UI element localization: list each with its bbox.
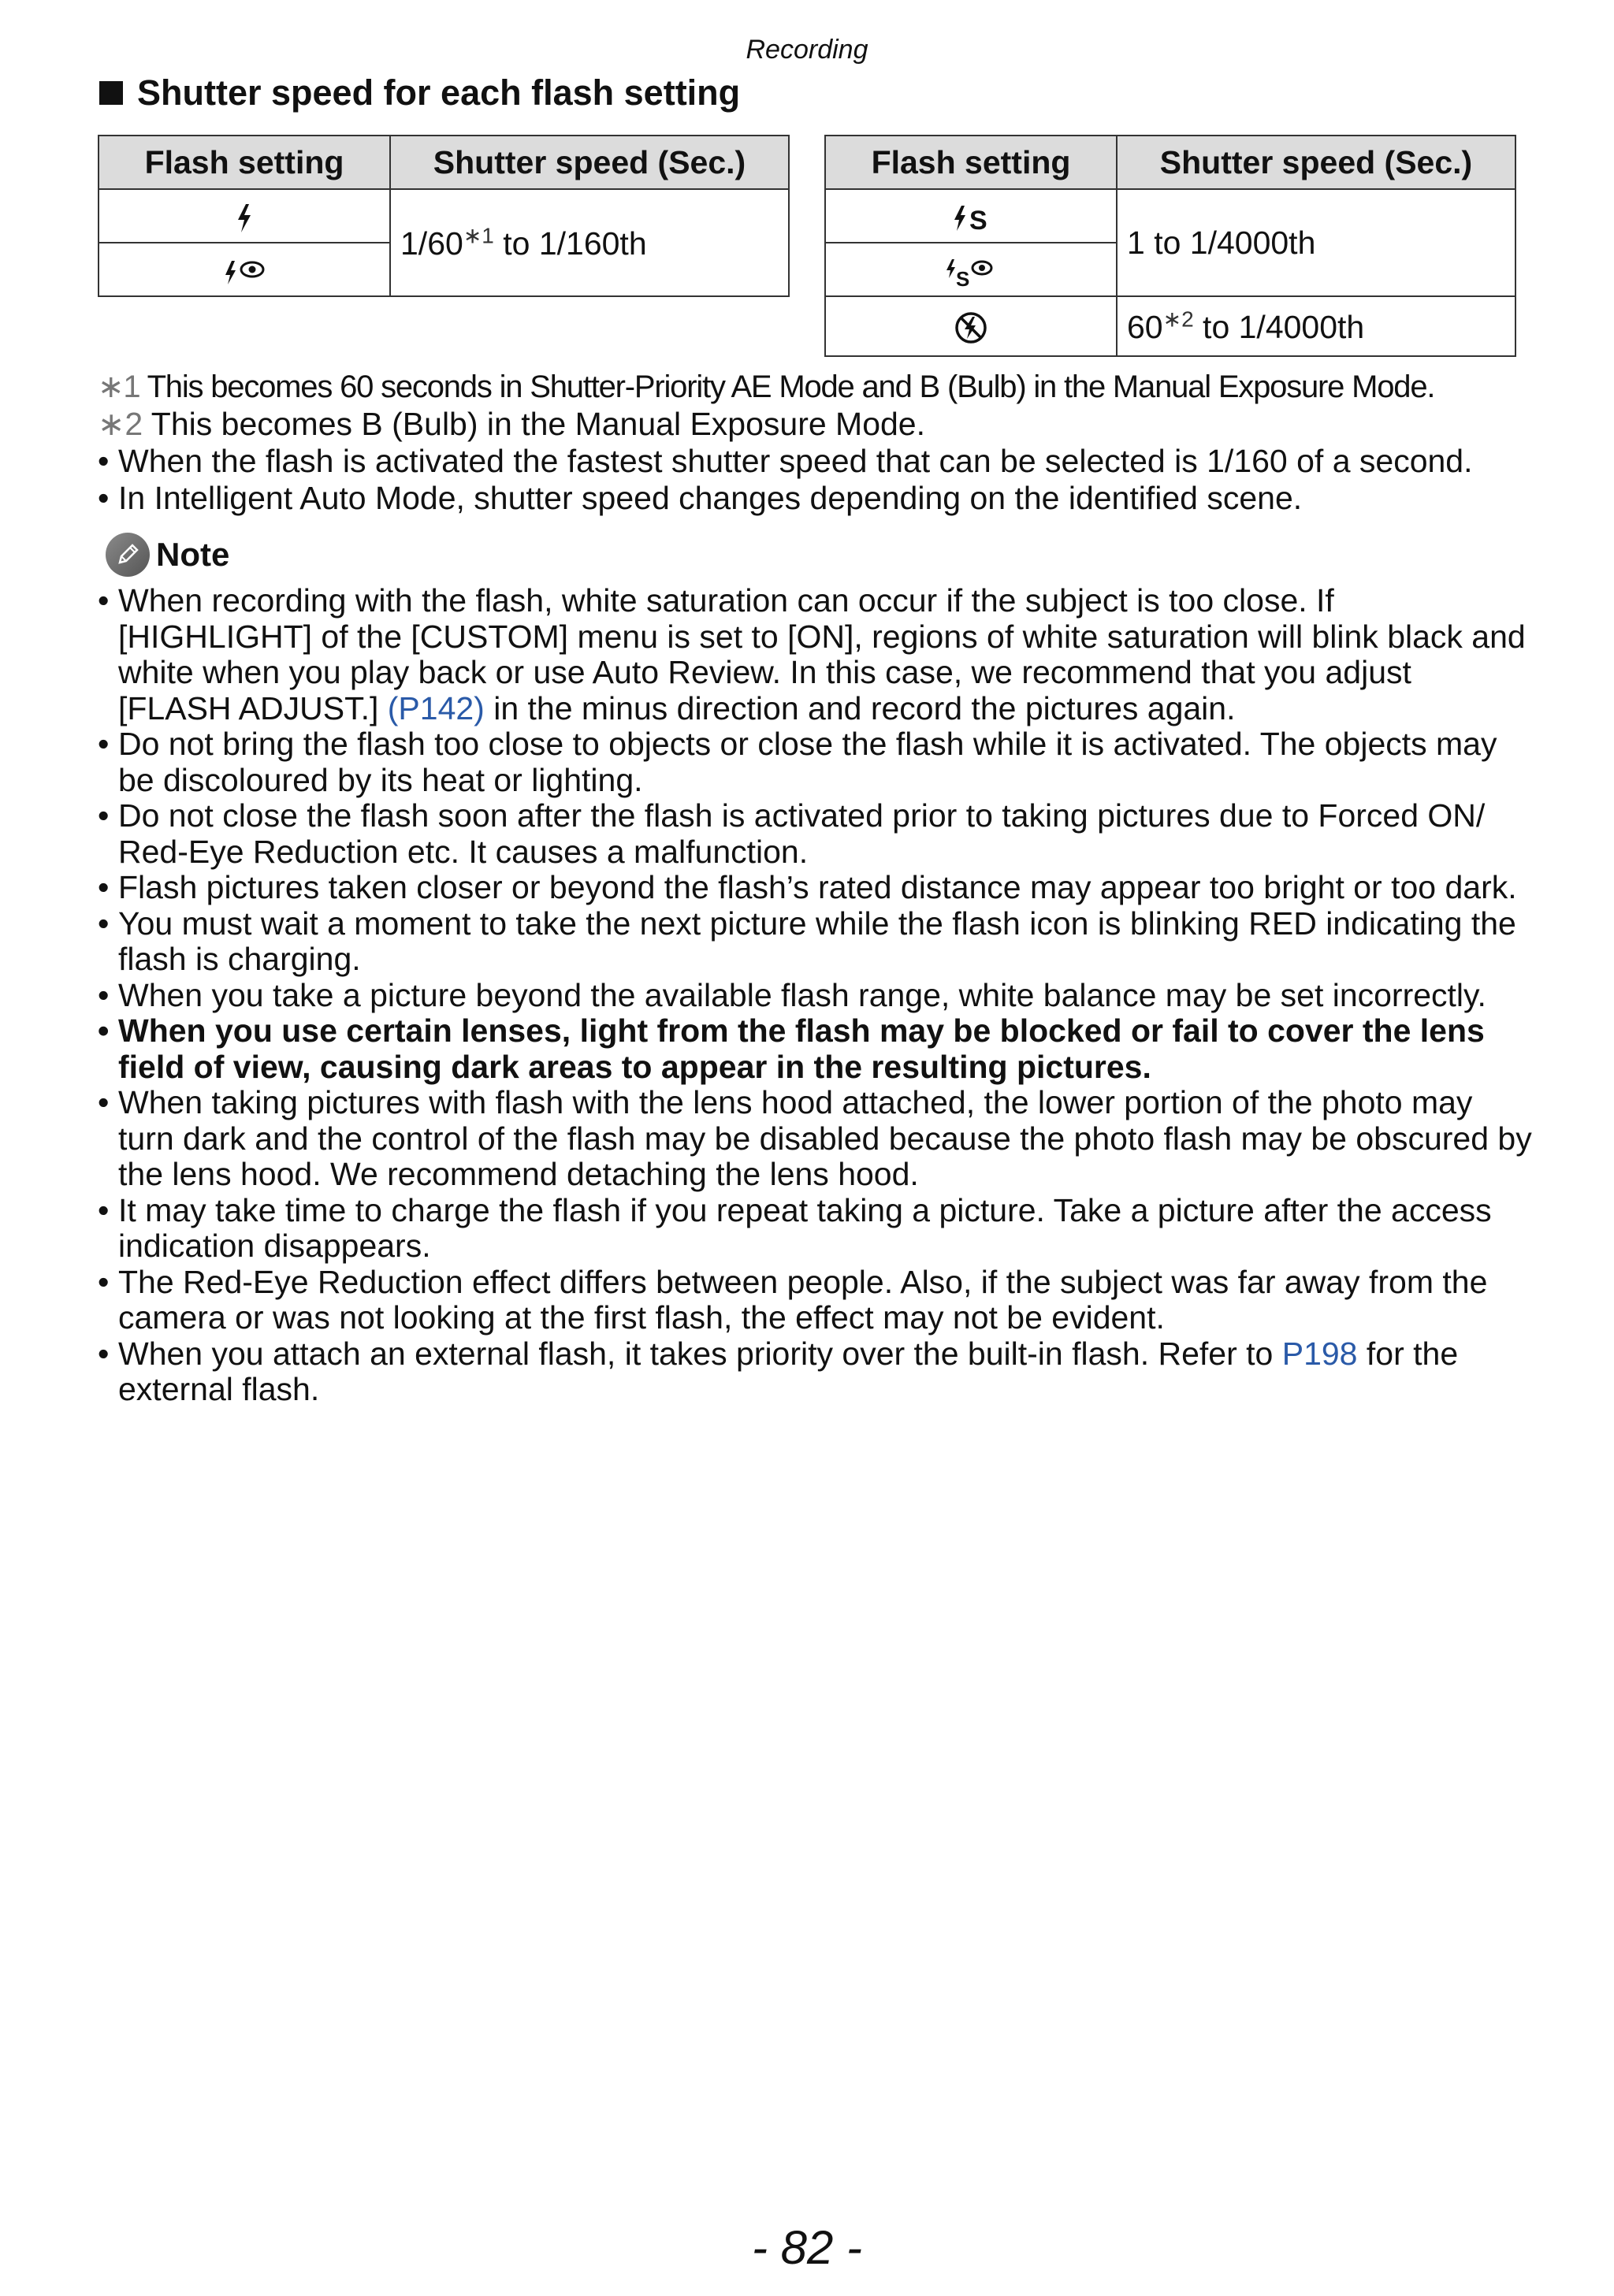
flash-setting-cell xyxy=(825,296,1117,356)
note-text: When recording with the flash, white saturation can occur if the subject is too close. If [HIGHLIGHT] of the [CUSTOM] menu is set to [ON], regions of white saturation will blink black and white when you play back or use Auto Review. In this case, we recommend that you adjust [FLASH ADJUST.] xyxy=(118,582,1526,726)
footnote-2 xyxy=(98,406,1524,443)
footnote-1-mark: ∗1 xyxy=(98,370,140,404)
table-header-shutter-speed: Shutter speed (Sec.) xyxy=(1117,136,1515,189)
section-header: Recording xyxy=(746,35,868,65)
list-item: • When taking pictures with flash with the lens hood attached, the lower portion of the photo may turn dark and the control of the flash may be disabled because the photo flash may be obscured by the lens hood. We recommend detaching the lens hood. xyxy=(98,1085,1532,1193)
table-header-flash-setting: Flash setting xyxy=(99,136,390,189)
list-item: • The Red-Eye Reduction effect differs between people. Also, if the subject was far away from the camera or was not looking at the first flash, the effect may not be evident. xyxy=(98,1265,1532,1336)
footnotes xyxy=(98,369,1524,517)
footnote-2-text: This becomes B (Bulb) in the Manual Exposure Mode. xyxy=(143,406,926,442)
flash-speed-table-left xyxy=(98,135,790,297)
flash-setting-cell xyxy=(99,243,390,296)
flash-slow-sync-icon xyxy=(950,202,991,234)
shutter-speed-cell xyxy=(1117,189,1515,296)
svg-text:S: S xyxy=(956,266,970,288)
list-item: • When you take a picture beyond the available flash range, white balance may be set incorrectly. xyxy=(98,978,1532,1014)
page-number: - 82 - xyxy=(751,2221,863,2274)
list-item: • Flash pictures taken closer or beyond the flash’s rated distance may appear too bright or too dark. xyxy=(98,870,1532,906)
footnote-ref-1: ∗1 xyxy=(463,223,494,248)
list-item: • When you use certain lenses, light from the flash may be blocked or fail to cover the lens field of view, causing dark areas to appear in the resulting pictures. xyxy=(98,1013,1532,1085)
flash-setting-cell xyxy=(825,243,1117,296)
pencil-icon xyxy=(106,533,150,577)
list-item xyxy=(98,1336,1532,1408)
list-item: • Do not close the flash soon after the flash is activated prior to taking pictures due to Forced ON/ Red-Eye Reduction etc. It causes a malfunction. xyxy=(98,798,1532,870)
speed-value-rest: to 1/160th xyxy=(493,225,647,262)
section-title xyxy=(99,72,740,113)
svg-text:S: S xyxy=(969,205,987,234)
shutter-speed-cell xyxy=(1117,296,1515,356)
footnote-2-mark: ∗2 xyxy=(98,406,143,442)
note-text: in the minus direction and record the pictures again. xyxy=(484,689,1236,726)
section-title-text: Shutter speed for each flash setting xyxy=(137,72,741,113)
speed-value-rest: to 1/4000th xyxy=(1193,309,1365,346)
list-item: • Do not bring the flash too close to objects or close the flash while it is activated. The objects may be discoloured by its heat or lighting. xyxy=(98,726,1532,798)
footnote-ref-2: ∗2 xyxy=(1162,307,1194,332)
shutter-speed-cell xyxy=(390,189,789,296)
table-header-flash-setting: Flash setting xyxy=(825,136,1117,189)
speed-value: 1/60 xyxy=(400,225,463,262)
table-header-shutter-speed: Shutter speed (Sec.) xyxy=(390,136,789,189)
square-bullet-icon xyxy=(99,81,123,105)
list-item: • When the flash is activated the fastest shutter speed that can be selected is 1/160 of a second. xyxy=(98,443,1524,480)
note-text: for the external flash. xyxy=(118,1335,1459,1407)
flash-forced-on-icon xyxy=(233,202,255,234)
footnote-1 xyxy=(98,369,1524,406)
flash-setting-cell xyxy=(99,189,390,243)
flash-speed-table-right xyxy=(824,135,1516,357)
note-list xyxy=(98,583,1532,1408)
flash-off-icon xyxy=(954,310,988,345)
footnote-1-text: This becomes 60 seconds in Shutter-Priority AE Mode and B (Bulb) in the Manual Exposure Mode. xyxy=(139,370,1435,404)
page-link-p142[interactable]: (P142) xyxy=(387,689,485,726)
flash-redeye-icon xyxy=(221,256,268,288)
list-item: • You must wait a moment to take the next picture while the flash icon is blinking RED indicating the flash is charging. xyxy=(98,906,1532,978)
flash-setting-cell xyxy=(825,189,1117,243)
speed-value: 1 to 1/4000th xyxy=(1127,224,1316,261)
speed-value: 60 xyxy=(1127,309,1163,346)
note-heading xyxy=(106,533,229,577)
note-text: When you attach an external flash, it takes priority over the built-in flash. Refer to xyxy=(118,1335,1282,1372)
list-item: • It may take time to charge the flash if you repeat taking a picture. Take a picture after the access indication disappears. xyxy=(98,1193,1532,1265)
note-heading-text: Note xyxy=(156,536,230,573)
list-item xyxy=(98,583,1532,726)
page-link-p198[interactable]: P198 xyxy=(1281,1335,1358,1372)
flash-slow-sync-redeye-icon xyxy=(944,256,998,288)
list-item: • In Intelligent Auto Mode, shutter speed changes depending on the identified scene. xyxy=(98,480,1524,517)
